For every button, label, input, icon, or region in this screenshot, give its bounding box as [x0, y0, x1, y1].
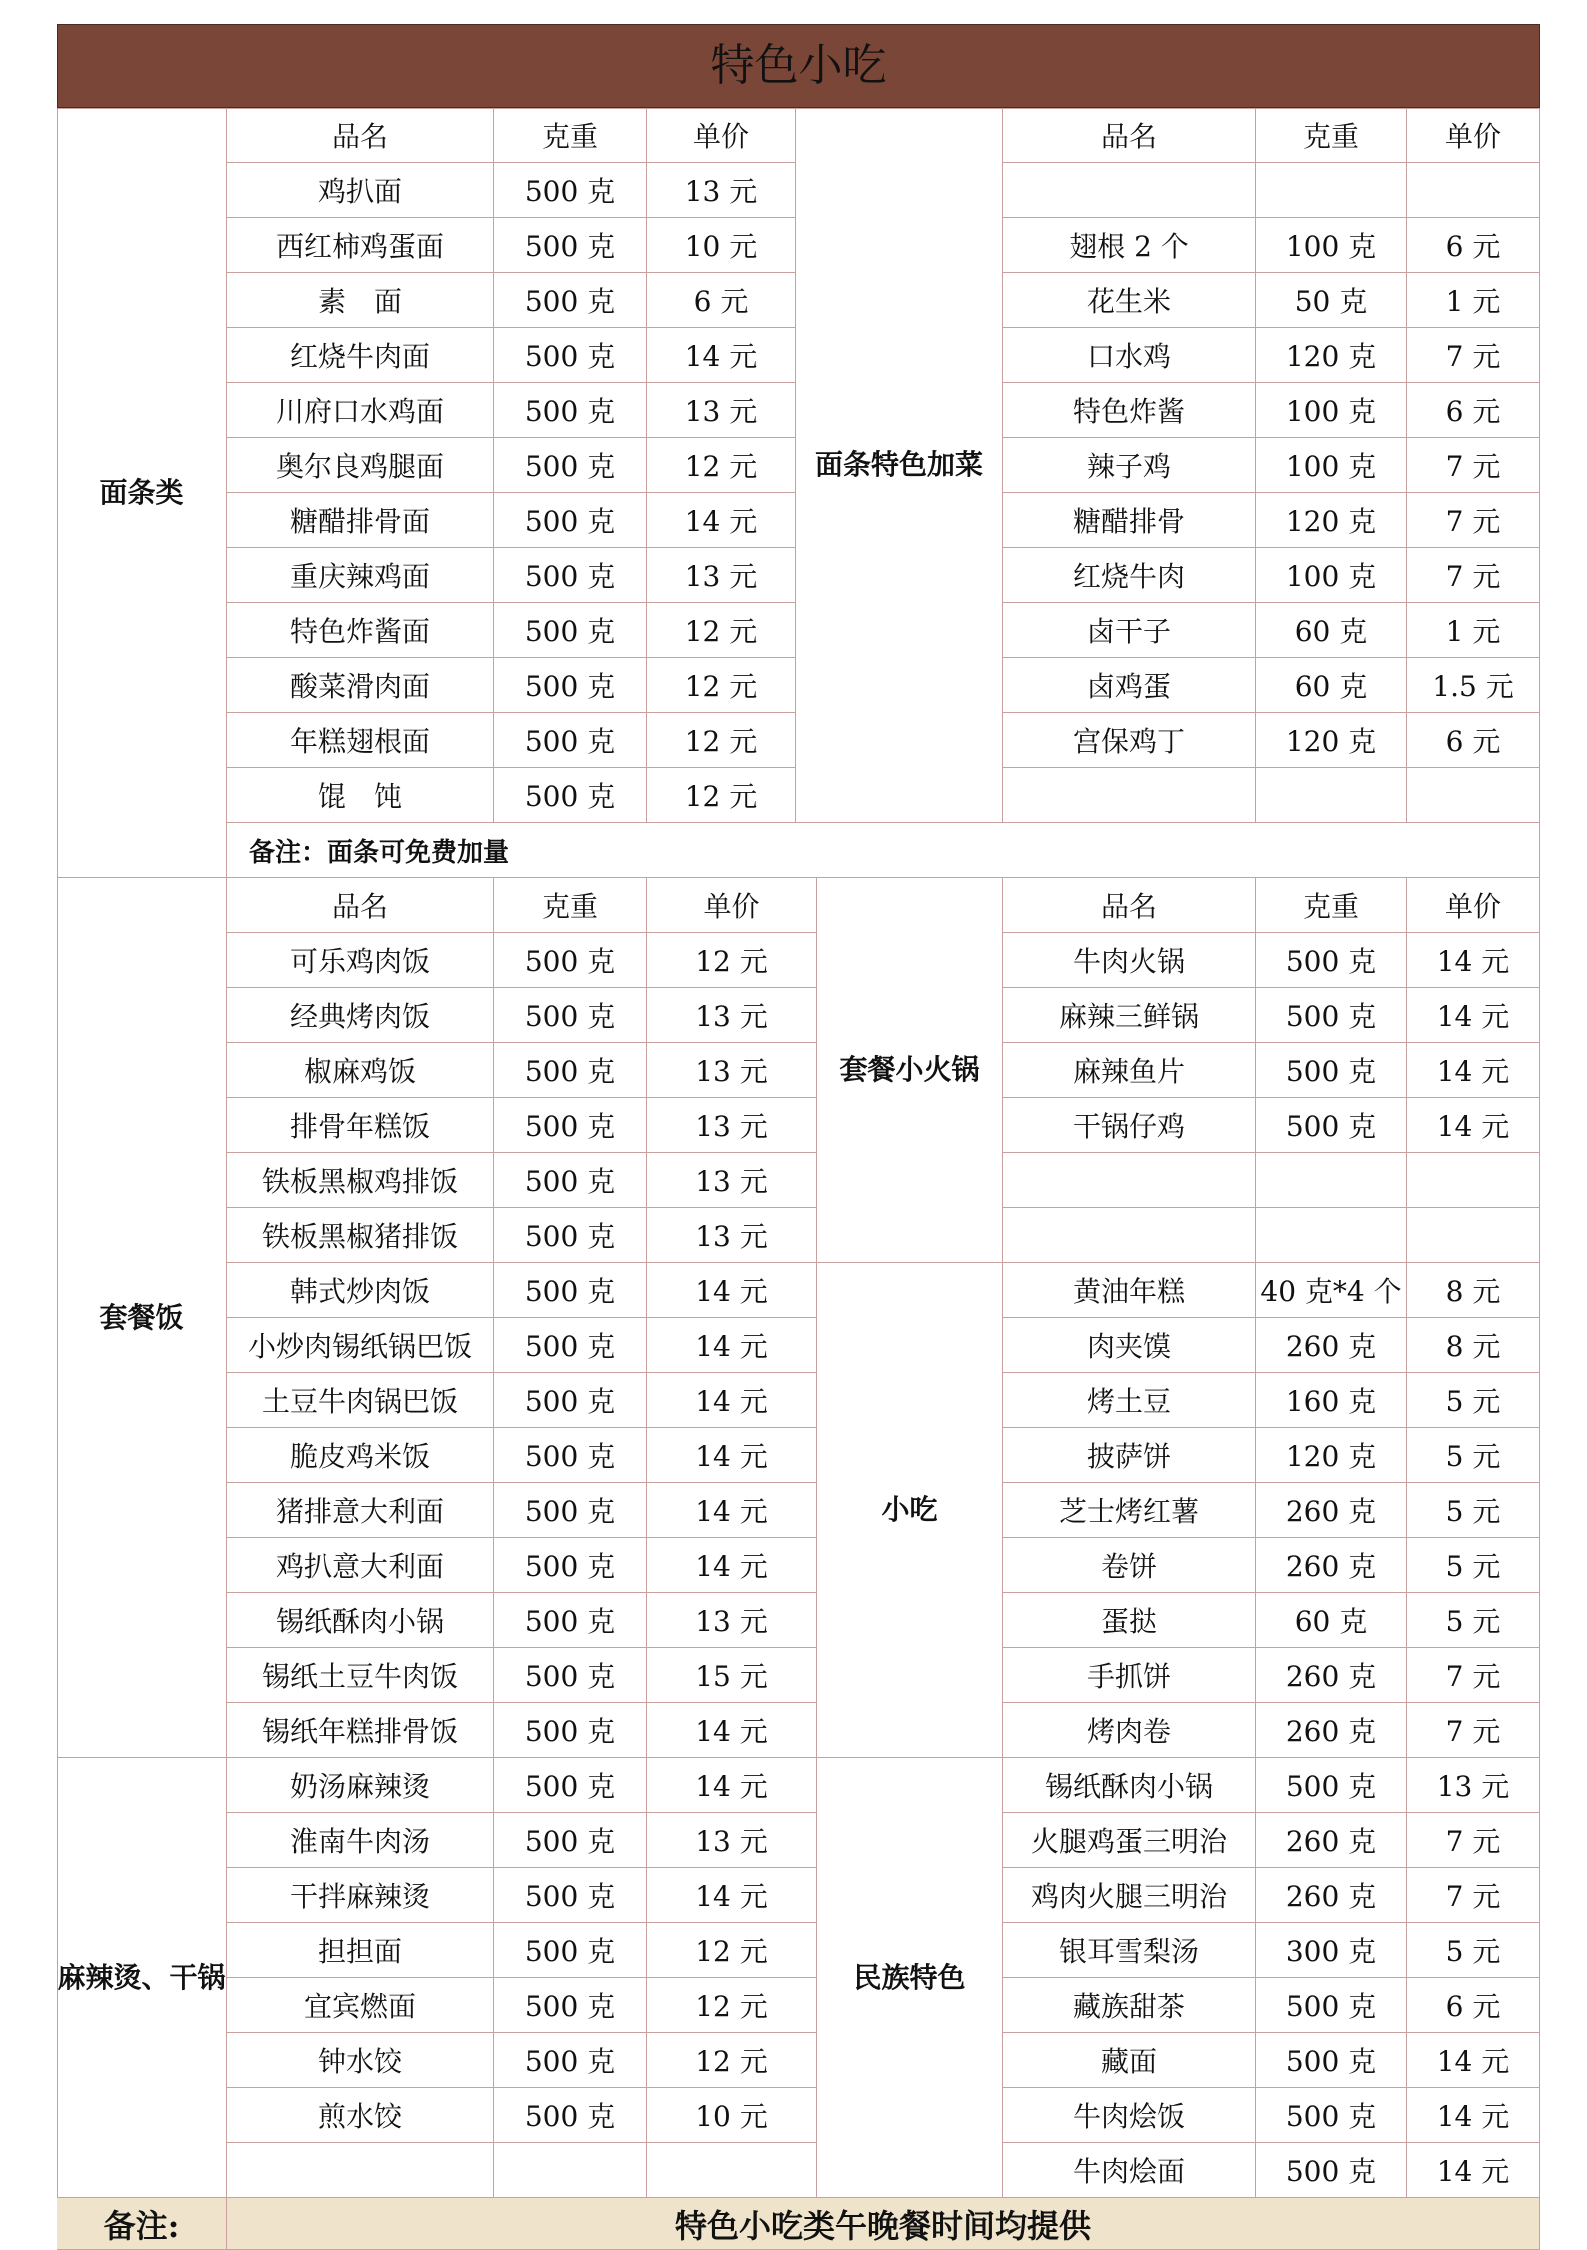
item-weight: 500 克 [494, 548, 647, 603]
item-name: 酸菜滑肉面 [227, 658, 494, 713]
item-weight: 120 克 [1256, 1428, 1407, 1483]
item-name: 牛肉火锅 [1003, 933, 1256, 988]
header-weight: 克重 [494, 878, 647, 933]
item-weight: 500 克 [494, 1153, 647, 1208]
item-weight: 500 克 [494, 1538, 647, 1593]
item-name: 铁板黑椒鸡排饭 [227, 1153, 494, 1208]
category-snacks: 小吃 [817, 1263, 1003, 1758]
item-name: 煎水饺 [227, 2088, 494, 2143]
item-price: 14 元 [1407, 2088, 1540, 2143]
header-price: 单价 [647, 878, 817, 933]
item-name: 火腿鸡蛋三明治 [1003, 1813, 1256, 1868]
item-price: 13 元 [647, 1593, 817, 1648]
item-price: 12 元 [647, 658, 796, 713]
item-price: 6 元 [1407, 218, 1540, 273]
item-price: 5 元 [1407, 1373, 1540, 1428]
item-price [647, 2143, 817, 2198]
item-weight: 500 克 [494, 1208, 647, 1263]
menu-sheet [57, 24, 1540, 2245]
item-price: 6 元 [647, 273, 796, 328]
item-weight: 500 克 [494, 1043, 647, 1098]
item-weight: 500 克 [494, 1648, 647, 1703]
item-weight: 40 克*4 个 [1256, 1263, 1407, 1318]
item-weight: 500 克 [494, 1428, 647, 1483]
item-weight: 500 克 [494, 438, 647, 493]
item-price: 14 元 [1407, 1043, 1540, 1098]
item-price: 7 元 [1407, 1868, 1540, 1923]
item-weight: 500 克 [494, 2033, 647, 2088]
item-price: 12 元 [647, 768, 796, 823]
item-weight: 500 克 [1256, 933, 1407, 988]
item-weight: 60 克 [1256, 1593, 1407, 1648]
noodle-note: 备注：面条可免费加量 [227, 823, 1540, 878]
item-price: 12 元 [647, 933, 817, 988]
item-price: 14 元 [647, 1373, 817, 1428]
item-price: 12 元 [647, 2033, 817, 2088]
item-name [1003, 1208, 1256, 1263]
item-price: 14 元 [647, 493, 796, 548]
item-price [1407, 163, 1540, 218]
item-weight: 500 克 [1256, 988, 1407, 1043]
item-price: 14 元 [647, 1703, 817, 1758]
item-weight: 120 克 [1256, 713, 1407, 768]
item-weight: 500 克 [494, 328, 647, 383]
item-name: 土豆牛肉锅巴饭 [227, 1373, 494, 1428]
item-price: 7 元 [1407, 493, 1540, 548]
item-name: 锡纸土豆牛肉饭 [227, 1648, 494, 1703]
item-weight: 500 克 [494, 1703, 647, 1758]
item-name: 钟水饺 [227, 2033, 494, 2088]
header-weight: 克重 [494, 108, 647, 163]
item-price: 14 元 [647, 1263, 817, 1318]
header-price: 单价 [1407, 108, 1540, 163]
item-weight: 500 克 [1256, 1098, 1407, 1153]
item-price: 10 元 [647, 218, 796, 273]
item-weight: 500 克 [494, 658, 647, 713]
item-name [1003, 1153, 1256, 1208]
item-name: 银耳雪梨汤 [1003, 1923, 1256, 1978]
item-name: 牛肉烩面 [1003, 2143, 1256, 2198]
item-weight: 500 克 [494, 218, 647, 273]
item-name: 卤干子 [1003, 603, 1256, 658]
item-name: 年糕翅根面 [227, 713, 494, 768]
item-name: 藏族甜茶 [1003, 1978, 1256, 2033]
item-name [1003, 163, 1256, 218]
category-spicy-hotpot: 麻辣烫、干锅 [57, 1758, 227, 2198]
item-name: 糖醋排骨 [1003, 493, 1256, 548]
item-name: 经典烤肉饭 [227, 988, 494, 1043]
item-name: 牛肉烩饭 [1003, 2088, 1256, 2143]
item-weight [494, 2143, 647, 2198]
item-price: 7 元 [1407, 1813, 1540, 1868]
item-price: 13 元 [647, 1813, 817, 1868]
item-name: 铁板黑椒猪排饭 [227, 1208, 494, 1263]
item-weight: 500 克 [494, 2088, 647, 2143]
item-name: 锡纸酥肉小锅 [1003, 1758, 1256, 1813]
item-weight: 100 克 [1256, 438, 1407, 493]
item-price: 14 元 [647, 1318, 817, 1373]
item-weight: 100 克 [1256, 218, 1407, 273]
item-weight: 260 克 [1256, 1483, 1407, 1538]
item-name [227, 2143, 494, 2198]
item-weight: 500 克 [494, 383, 647, 438]
item-price: 8 元 [1407, 1318, 1540, 1373]
item-price: 15 元 [647, 1648, 817, 1703]
header-weight: 克重 [1256, 878, 1407, 933]
item-weight: 500 克 [494, 1098, 647, 1153]
item-name: 奶汤麻辣烫 [227, 1758, 494, 1813]
item-price: 14 元 [647, 1758, 817, 1813]
item-name: 黄油年糕 [1003, 1263, 1256, 1318]
item-name: 小炒肉锡纸锅巴饭 [227, 1318, 494, 1373]
item-name: 烤土豆 [1003, 1373, 1256, 1428]
category-set-meals: 套餐饭 [57, 878, 227, 1758]
item-name: 脆皮鸡米饭 [227, 1428, 494, 1483]
item-price: 6 元 [1407, 713, 1540, 768]
item-name: 椒麻鸡饭 [227, 1043, 494, 1098]
item-weight: 60 克 [1256, 603, 1407, 658]
item-name: 锡纸年糕排骨饭 [227, 1703, 494, 1758]
item-name: 素 面 [227, 273, 494, 328]
item-name: 肉夹馍 [1003, 1318, 1256, 1373]
item-weight: 500 克 [494, 1978, 647, 2033]
item-price: 1 元 [1407, 273, 1540, 328]
item-price: 5 元 [1407, 1428, 1540, 1483]
category-ethnic: 民族特色 [817, 1758, 1003, 2198]
item-price: 12 元 [647, 438, 796, 493]
item-name: 可乐鸡肉饭 [227, 933, 494, 988]
item-price: 12 元 [647, 713, 796, 768]
item-weight: 100 克 [1256, 548, 1407, 603]
item-weight: 500 克 [1256, 1758, 1407, 1813]
item-name: 奥尔良鸡腿面 [227, 438, 494, 493]
item-price: 12 元 [647, 1923, 817, 1978]
item-weight: 500 克 [494, 933, 647, 988]
item-name: 芝士烤红薯 [1003, 1483, 1256, 1538]
item-weight [1256, 163, 1407, 218]
item-weight: 120 克 [1256, 328, 1407, 383]
item-name: 重庆辣鸡面 [227, 548, 494, 603]
item-price: 13 元 [647, 548, 796, 603]
item-name: 口水鸡 [1003, 328, 1256, 383]
item-weight: 500 克 [494, 1758, 647, 1813]
item-name: 花生米 [1003, 273, 1256, 328]
item-weight: 500 克 [494, 768, 647, 823]
item-name: 鸡肉火腿三明治 [1003, 1868, 1256, 1923]
item-weight: 260 克 [1256, 1538, 1407, 1593]
item-weight: 50 克 [1256, 273, 1407, 328]
item-name: 麻辣三鲜锅 [1003, 988, 1256, 1043]
item-weight: 160 克 [1256, 1373, 1407, 1428]
item-weight: 120 克 [1256, 493, 1407, 548]
item-weight: 100 克 [1256, 383, 1407, 438]
item-price: 5 元 [1407, 1593, 1540, 1648]
item-name: 干拌麻辣烫 [227, 1868, 494, 1923]
category-noodles: 面条类 [57, 108, 227, 878]
item-price: 7 元 [1407, 1648, 1540, 1703]
item-price: 14 元 [647, 328, 796, 383]
item-price: 13 元 [647, 1208, 817, 1263]
item-weight: 500 克 [494, 163, 647, 218]
item-weight: 260 克 [1256, 1868, 1407, 1923]
item-name: 排骨年糕饭 [227, 1098, 494, 1153]
item-price: 13 元 [647, 988, 817, 1043]
item-price: 7 元 [1407, 328, 1540, 383]
item-weight: 500 克 [494, 1483, 647, 1538]
item-name: 蛋挞 [1003, 1593, 1256, 1648]
item-weight: 500 克 [1256, 1978, 1407, 2033]
item-weight: 260 克 [1256, 1813, 1407, 1868]
item-price: 13 元 [647, 1043, 817, 1098]
item-name: 锡纸酥肉小锅 [227, 1593, 494, 1648]
item-price: 14 元 [1407, 2143, 1540, 2198]
item-price: 13 元 [647, 1098, 817, 1153]
item-name: 红烧牛肉 [1003, 548, 1256, 603]
footer-label: 备注: [57, 2198, 227, 2250]
item-price: 8 元 [1407, 1263, 1540, 1318]
item-price: 5 元 [1407, 1538, 1540, 1593]
item-weight: 300 克 [1256, 1923, 1407, 1978]
item-price: 12 元 [647, 1978, 817, 2033]
item-weight: 260 克 [1256, 1648, 1407, 1703]
item-price: 14 元 [1407, 1098, 1540, 1153]
item-weight: 500 克 [494, 1263, 647, 1318]
item-name [1003, 768, 1256, 823]
item-price: 7 元 [1407, 1703, 1540, 1758]
item-weight: 260 克 [1256, 1318, 1407, 1373]
item-name: 手抓饼 [1003, 1648, 1256, 1703]
header-name: 品名 [1003, 108, 1256, 163]
item-weight: 500 克 [494, 493, 647, 548]
item-name: 宜宾燃面 [227, 1978, 494, 2033]
item-price: 14 元 [647, 1538, 817, 1593]
category-noodle-sides: 面条特色加菜 [796, 108, 1003, 823]
item-price: 5 元 [1407, 1483, 1540, 1538]
item-price: 7 元 [1407, 438, 1540, 493]
item-weight [1256, 1208, 1407, 1263]
item-price [1407, 768, 1540, 823]
header-name: 品名 [227, 878, 494, 933]
item-name: 鸡扒面 [227, 163, 494, 218]
item-name: 烤肉卷 [1003, 1703, 1256, 1758]
item-name: 披萨饼 [1003, 1428, 1256, 1483]
header-name: 品名 [1003, 878, 1256, 933]
item-price: 14 元 [1407, 2033, 1540, 2088]
item-weight: 500 克 [494, 988, 647, 1043]
item-weight: 500 克 [1256, 1043, 1407, 1098]
item-weight: 60 克 [1256, 658, 1407, 713]
item-price [1407, 1153, 1540, 1208]
item-weight: 500 克 [1256, 2088, 1407, 2143]
category-hotpot: 套餐小火锅 [817, 878, 1003, 1263]
item-name: 鸡扒意大利面 [227, 1538, 494, 1593]
header-weight: 克重 [1256, 108, 1407, 163]
item-name: 干锅仔鸡 [1003, 1098, 1256, 1153]
header-price: 单价 [1407, 878, 1540, 933]
item-weight: 500 克 [494, 603, 647, 658]
item-name: 藏面 [1003, 2033, 1256, 2088]
item-price: 13 元 [647, 163, 796, 218]
item-weight [1256, 768, 1407, 823]
item-price: 1 元 [1407, 603, 1540, 658]
item-price: 14 元 [647, 1868, 817, 1923]
item-weight: 500 克 [1256, 2033, 1407, 2088]
item-name: 馄 饨 [227, 768, 494, 823]
footer-text: 特色小吃类午晚餐时间均提供 [227, 2198, 1540, 2250]
item-weight: 500 克 [494, 273, 647, 328]
item-weight: 260 克 [1256, 1703, 1407, 1758]
item-weight: 500 克 [1256, 2143, 1407, 2198]
header-price: 单价 [647, 108, 796, 163]
item-price: 5 元 [1407, 1923, 1540, 1978]
header-name: 品名 [227, 108, 494, 163]
item-name: 辣子鸡 [1003, 438, 1256, 493]
item-price: 7 元 [1407, 548, 1540, 603]
item-price: 14 元 [647, 1483, 817, 1538]
item-weight: 500 克 [494, 1593, 647, 1648]
item-name: 西红柿鸡蛋面 [227, 218, 494, 273]
item-price: 10 元 [647, 2088, 817, 2143]
item-name: 川府口水鸡面 [227, 383, 494, 438]
item-price: 13 元 [647, 1153, 817, 1208]
page-title: 特色小吃 [57, 24, 1540, 108]
item-name: 翅根 2 个 [1003, 218, 1256, 273]
item-name: 糖醋排骨面 [227, 493, 494, 548]
item-price: 1.5 元 [1407, 658, 1540, 713]
item-price [1407, 1208, 1540, 1263]
item-weight: 500 克 [494, 1813, 647, 1868]
item-price: 13 元 [1407, 1758, 1540, 1813]
item-name: 韩式炒肉饭 [227, 1263, 494, 1318]
item-price: 14 元 [1407, 988, 1540, 1043]
item-price: 12 元 [647, 603, 796, 658]
item-name: 红烧牛肉面 [227, 328, 494, 383]
item-weight [1256, 1153, 1407, 1208]
item-price: 14 元 [647, 1428, 817, 1483]
item-name: 卷饼 [1003, 1538, 1256, 1593]
item-weight: 500 克 [494, 1318, 647, 1373]
item-weight: 500 克 [494, 1923, 647, 1978]
item-name: 卤鸡蛋 [1003, 658, 1256, 713]
item-weight: 500 克 [494, 713, 647, 768]
item-weight: 500 克 [494, 1868, 647, 1923]
item-price: 13 元 [647, 383, 796, 438]
item-name: 猪排意大利面 [227, 1483, 494, 1538]
item-weight: 500 克 [494, 1373, 647, 1428]
item-price: 6 元 [1407, 1978, 1540, 2033]
item-name: 淮南牛肉汤 [227, 1813, 494, 1868]
item-name: 特色炸酱面 [227, 603, 494, 658]
item-price: 14 元 [1407, 933, 1540, 988]
item-name: 宫保鸡丁 [1003, 713, 1256, 768]
item-name: 特色炸酱 [1003, 383, 1256, 438]
item-price: 6 元 [1407, 383, 1540, 438]
item-name: 麻辣鱼片 [1003, 1043, 1256, 1098]
item-name: 担担面 [227, 1923, 494, 1978]
